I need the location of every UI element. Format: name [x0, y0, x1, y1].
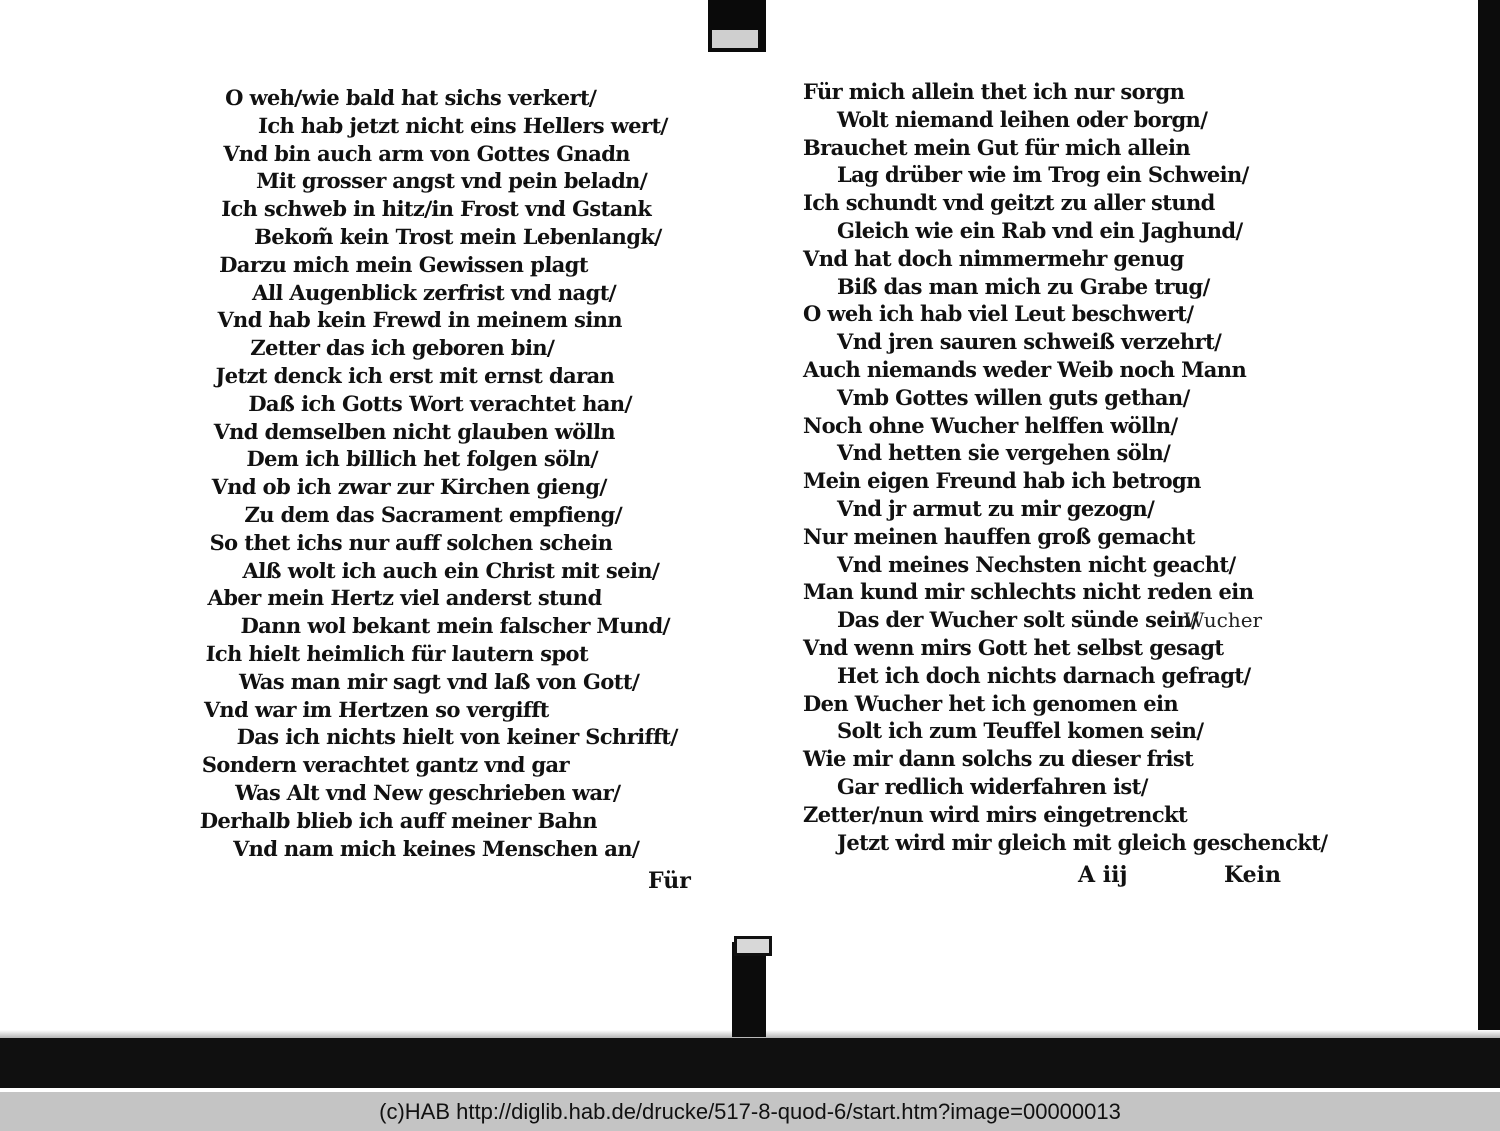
right-page-text [803, 78, 1328, 856]
left-page-verse-line: Vnd war im Hertzen so vergifft [203, 696, 550, 722]
left-page-verse-line: Jetzt denck ich erst mit ernst daran [214, 362, 615, 388]
right-page-verse-line: Gar redlich widerfahren ist/ [837, 773, 1148, 799]
left-page-verse-line: Vnd hab kein Frewd in meinem sinn [216, 307, 623, 333]
left-page-verse-line: Mit grosser angst vnd pein beladn/ [255, 168, 648, 194]
left-page-verse-line: Sondern verachtet gantz vnd gar [201, 752, 570, 778]
left-page-verse-line: Daß ich Gotts Wort verachtet han/ [248, 390, 633, 416]
right-page-verse-line: Vnd hetten sie vergehen söln/ [837, 440, 1171, 466]
gutter-top-highlight [712, 30, 758, 48]
left-page-verse-line: Vnd bin auch arm von Gottes Gnadn [222, 140, 631, 166]
right-page-verse-line: Das der Wucher solt sünde sein/ [837, 607, 1199, 633]
right-page-verse-line: Mein eigen Freund hab ich betrogn [803, 468, 1201, 494]
left-page-text [198, 84, 685, 862]
right-page-verse-line: Auch niemands weder Weib noch Mann [803, 356, 1247, 382]
left-catchword: Für [648, 868, 691, 894]
left-page-verse-line: Ich schweb in hitz/in Frost vnd Gstank [220, 196, 652, 222]
right-page-verse-line: Nur meinen hauffen groß gemacht [803, 523, 1195, 549]
right-page-verse-line: Wie mir dann solchs zu dieser frist [803, 746, 1194, 772]
right-catchword: Kein [1224, 862, 1281, 888]
gutter-bottom-cap [734, 936, 772, 956]
right-page-verse-line: Den Wucher het ich genomen ein [803, 690, 1179, 716]
right-page-verse-line: Vnd jr armut zu mir gezogn/ [837, 495, 1155, 521]
right-page-verse-line: Vnd hat doch nimmermehr genug [803, 245, 1184, 271]
marginal-note: Wucher [1184, 608, 1263, 632]
right-page-verse-line: Wolt niemand leihen oder borgn/ [837, 106, 1208, 132]
right-page-verse-line: O weh ich hab viel Leut beschwert/ [803, 301, 1194, 327]
left-page-verse-line: Ich hielt heimlich für lautern spot [205, 640, 589, 666]
right-page-verse-line: Zetter/nun wird mirs eingetrenckt [803, 801, 1188, 827]
left-page-verse-line: Derhalb blieb ich auff meiner Bahn [199, 807, 598, 833]
right-page-verse-line: Vmb Gottes willen guts gethan/ [837, 384, 1190, 410]
gutter-bottom-mark [732, 942, 766, 1037]
scan-right-border [1478, 0, 1500, 1088]
right-page-verse-line: Het ich doch nichts darnach gefragt/ [837, 662, 1251, 688]
right-page-verse-line: Lag drüber wie im Trog ein Schwein/ [837, 162, 1249, 188]
footer-bar [0, 1092, 1500, 1131]
signature-mark: A iij [1078, 862, 1128, 888]
left-page-verse-line: Was man mir sagt vnd laß von Gott/ [238, 668, 640, 694]
right-page-verse-line: Vnd jren sauren schweiß verzehrt/ [837, 329, 1222, 355]
right-page-verse-line: Vnd meines Nechsten nicht geacht/ [837, 551, 1236, 577]
left-page-verse-line: Bekom̃ kein Trost mein Lebenlangk/ [253, 223, 662, 249]
left-page-verse-line: All Augenblick zerfrist vnd nagt/ [251, 279, 617, 305]
footer-copyright-url: (c)HAB http://diglib.hab.de/drucke/517-8-quod-6/start.htm?image=00000013 [379, 1098, 1121, 1124]
left-page-verse-line: Zu dem das Sacrament empfieng/ [244, 501, 623, 527]
left-page-verse-line: Vnd nam mich keines Menschen an/ [232, 835, 640, 861]
right-page-verse-line: Gleich wie ein Rab vnd ein Jaghund/ [837, 217, 1243, 243]
left-page-verse-line: Das ich nichts hielt von keiner Schrifft/ [236, 724, 679, 750]
right-page-verse-line: Solt ich zum Teuffel komen sein/ [837, 718, 1204, 744]
right-page-verse-line: Vnd wenn mirs Gott het selbst gesagt [803, 634, 1224, 660]
left-page-verse-line: O weh/wie bald hat sichs verkert/ [224, 85, 597, 110]
left-page-verse-line: Darzu mich mein Gewissen plagt [218, 251, 589, 277]
left-page-verse-line: Ich hab jetzt nicht eins Hellers wert/ [257, 112, 669, 138]
left-page-verse-line: Was Alt vnd New geschrieben war/ [234, 779, 621, 805]
left-page-verse-line: Vnd ob ich zwar zur Kirchen gieng/ [211, 474, 607, 500]
left-page-verse-line: So thet ichs nur auff solchen schein [209, 529, 613, 555]
right-page-verse-line: Ich schundt vnd geitzt zu aller stund [803, 190, 1215, 216]
left-page-verse-line: Alß wolt ich auch ein Christ mit sein/ [242, 557, 660, 583]
right-page-verse-line: Man kund mir schlechts nicht reden ein [803, 579, 1254, 605]
right-page-verse-line: Für mich allein thet ich nur sorgn [803, 79, 1185, 104]
left-page-verse-line: Aber mein Hertz viel anderst stund [207, 585, 603, 611]
right-page-verse-line: Jetzt wird mir gleich mit gleich geschenckt/ [837, 829, 1328, 855]
right-page-verse-line: Noch ohne Wucher helffen wölln/ [803, 412, 1178, 438]
scan-bottom-edge [0, 1038, 1500, 1088]
left-page-verse-line: Dann wol bekant mein falscher Mund/ [240, 613, 671, 639]
left-page-verse-line: Zetter das ich geboren bin/ [249, 335, 555, 361]
left-page-verse-line: Vnd demselben nicht glauben wölln [213, 418, 616, 444]
left-page-verse-line: Dem ich billich het folgen söln/ [246, 446, 599, 472]
right-page-verse-line: Brauchet mein Gut für mich allein [803, 134, 1191, 160]
right-page-verse-line: Biß das man mich zu Grabe trug/ [837, 273, 1210, 299]
